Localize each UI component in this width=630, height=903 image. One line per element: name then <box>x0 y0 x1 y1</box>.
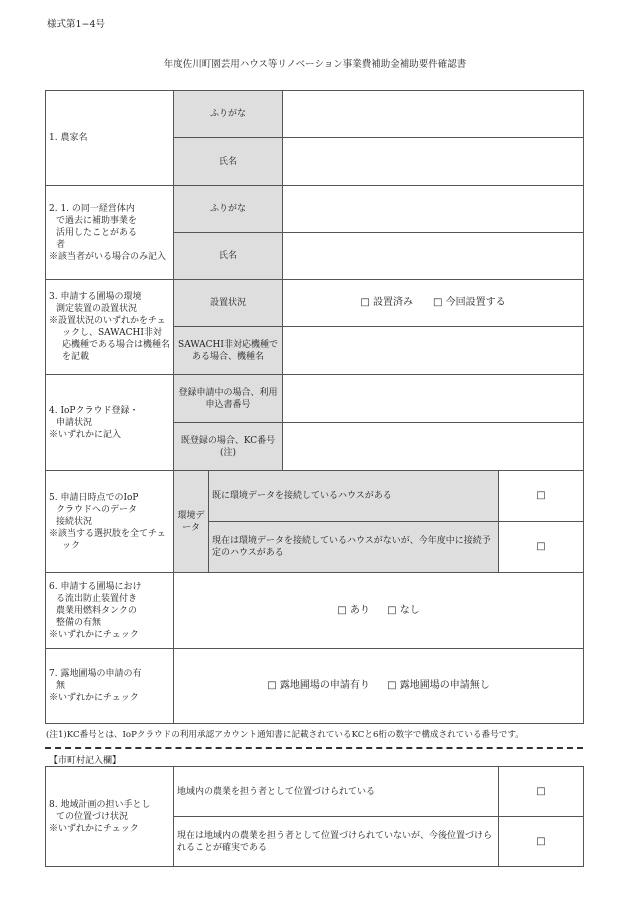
section6-label: 6. 申請する圃場におけ る流出防止装置付き 農業用燃料タンクの 整備の有無 ※いずれかにチェック <box>46 573 174 649</box>
municipality-heading: 【市町村記入欄】 <box>49 756 122 766</box>
section2-name-label: 氏名 <box>174 233 283 280</box>
section1-name-label: 氏名 <box>174 138 283 186</box>
section4-registering-label: 登録申請中の場合、利用申込書番号 <box>174 375 283 423</box>
option-tank-no-checkbox[interactable]: □ なし <box>387 604 420 616</box>
section8-choice1-text: 地域内の農業を担う者として位置づけられている <box>174 767 499 817</box>
section3-status-label: 設置状況 <box>174 280 283 327</box>
section5-choice1-checkbox[interactable]: □ <box>499 471 584 522</box>
section4-kc-number-field[interactable] <box>283 423 584 471</box>
section8-choice1-checkbox[interactable]: □ <box>499 767 584 817</box>
section8-choice2-text: 現在は地域内の農業を担う者として位置づけられていないが、今後位置づけられることが確実である <box>174 817 499 867</box>
footnote: (注1)KC番号とは、IoPクラウドの利用承認アカウント通知書に記載されているKCと6桁の数字で構成されている番号です。 <box>46 730 524 740</box>
section1-furigana-field[interactable] <box>283 91 584 138</box>
section8-choice2-checkbox[interactable]: □ <box>499 817 584 867</box>
municipality-table <box>45 766 584 867</box>
section5-choice2-checkbox[interactable]: □ <box>499 522 584 573</box>
cut-line-divider <box>45 747 583 749</box>
section1-label: 1. 農家名 <box>46 91 174 186</box>
section3-label: 3. 申請する圃場の環境 測定装置の設置状況 ※設置状況のいずれかをチェックし、SAWACHI非対応機種である場合は機種名を記載 <box>46 280 174 375</box>
document-title: 年度佐川町園芸用ハウス等リノベーション事業費補助金補助要件確認書 <box>163 59 467 70</box>
option-tank-yes-checkbox[interactable]: □ あり <box>337 604 370 616</box>
section7-options <box>174 649 584 724</box>
section3-sawachi-label: SAWACHI非対応機種である場合、機種名 <box>174 327 283 375</box>
section3-model-field[interactable] <box>283 327 584 375</box>
section2-name-field[interactable] <box>283 233 584 280</box>
section7-label: 7. 露地圃場の申請の有 無 ※いずれかにチェック <box>46 649 174 724</box>
option-field-yes-checkbox[interactable]: □ 露地圃場の申請有り <box>267 680 370 691</box>
section2-label: 2. 1. の同一経営体内 で過去に補助事業を 活用したことがある 者 ※該当者がいる場合のみ記入 <box>46 186 174 280</box>
section6-options <box>174 573 584 649</box>
section5-label: 5. 申請日時点でのIoP クラウドへのデータ 接続状況 ※該当する選択肢を全てチェック <box>46 471 174 573</box>
section1-name-field[interactable] <box>283 138 584 186</box>
form-number: 様式第1−4号 <box>47 19 106 30</box>
section3-status-options <box>283 280 584 327</box>
requirements-table <box>45 90 584 724</box>
section5-choice1-text: 既に環境データを接続しているハウスがある <box>209 471 499 522</box>
section2-furigana-label: ふりがな <box>174 186 283 233</box>
option-installed-checkbox[interactable]: □ 設置済み <box>360 297 413 308</box>
section4-application-number-field[interactable] <box>283 375 584 423</box>
section4-label: 4. IoPクラウド登録・ 申請状況 ※いずれかに記入 <box>46 375 174 471</box>
section1-furigana-label: ふりがな <box>174 91 283 138</box>
option-field-no-checkbox[interactable]: □ 露地圃場の申請無し <box>387 680 490 691</box>
section4-registered-label: 既登録の場合、KC番号(注) <box>174 423 283 471</box>
section8-label: 8. 地域計画の担い手とし ての位置づけ状況 ※いずれかにチェック <box>46 767 174 867</box>
section2-furigana-field[interactable] <box>283 186 584 233</box>
section5-choice2-text: 現在は環境データを接続しているハウスがないが、今年度中に接続予定のハウスがある <box>209 522 499 573</box>
section5-env-data-label: 環境データ <box>174 471 209 573</box>
option-install-now-checkbox[interactable]: □ 今回設置する <box>433 297 506 308</box>
